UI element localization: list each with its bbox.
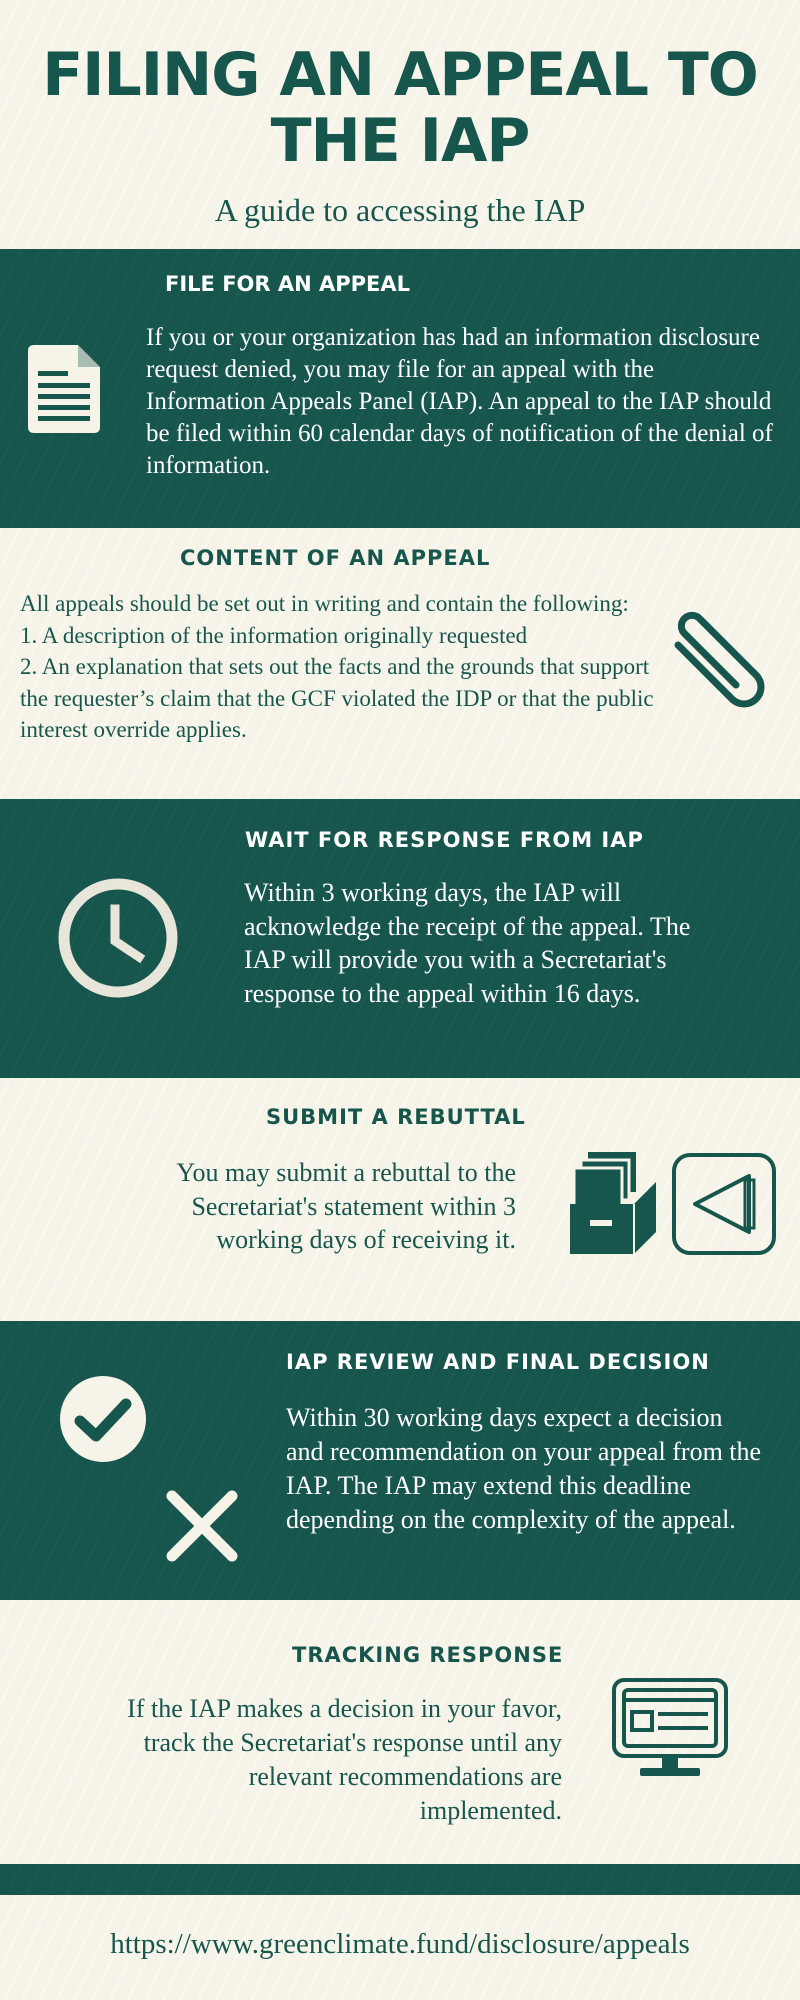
section-content-appeal-heading: CONTENT OF AN APPEAL bbox=[180, 546, 491, 570]
section-wait-response-body: Within 3 working days, the IAP will acknowledge the receipt of the appeal. The IAP will provide you with a Secretariat's response to the appeal within 16 days. bbox=[244, 878, 691, 1008]
document-icon bbox=[28, 345, 100, 433]
paperclip-icon bbox=[660, 605, 780, 715]
section-file-appeal-heading: FILE FOR AN APPEAL bbox=[165, 272, 411, 296]
footer-url[interactable]: https://www.greenclimate.fund/disclosure/appeals bbox=[110, 1928, 690, 1960]
file-cabinet-icon bbox=[568, 1148, 660, 1256]
checkmark-icon bbox=[60, 1376, 146, 1462]
section-tracking-body: If the IAP makes a decision in your favor, track the Secretariat's response until any relevant recommendations are implemented. bbox=[127, 1694, 562, 1825]
monitor-icon bbox=[610, 1676, 730, 1780]
section-content-appeal-body bbox=[20, 588, 670, 746]
content-appeal-intro: All appeals should be set out in writing and contain the following: bbox=[20, 591, 629, 616]
content-appeal-item-1: 1. A description of the information originally requested bbox=[20, 622, 528, 648]
page-title-line-1: FILING AN APPEAL TO bbox=[42, 40, 758, 110]
footer-divider-band bbox=[0, 1864, 800, 1895]
page-title bbox=[40, 42, 760, 174]
section-file-appeal-body: If you or your organization has had an information disclosure request denied, you may file for an appeal with the Information Appeals Panel (IAP). An appeal to the IAP should be filed within 60 calendar days of notification of the denial of information. bbox=[146, 324, 773, 479]
section-final-decision-body: Within 30 working days expect a decision and recommendation on your appeal from the IAP. The IAP may extend this deadline depending on the complexity of the appeal. bbox=[286, 1403, 762, 1534]
clock-icon bbox=[57, 877, 179, 999]
content-appeal-item-2: 2. An explanation that sets out the facts and the grounds that support the requester’s claim that the GCF violated the IDP or that the public interest override applies. bbox=[20, 654, 654, 742]
section-rebuttal-body: You may submit a rebuttal to the Secretariat's statement within 3 working days of receiving it. bbox=[176, 1158, 516, 1254]
section-wait-response-heading: WAIT FOR RESPONSE FROM IAP bbox=[245, 828, 644, 852]
page-subtitle: A guide to accessing the IAP bbox=[214, 192, 586, 228]
cross-icon bbox=[164, 1488, 240, 1564]
section-rebuttal-heading: SUBMIT A REBUTTAL bbox=[266, 1105, 526, 1129]
page-title-line-2: THE IAP bbox=[270, 106, 530, 176]
return-arrow-icon bbox=[671, 1152, 777, 1256]
section-tracking-heading: TRACKING RESPONSE bbox=[292, 1643, 564, 1667]
section-final-decision-heading: IAP REVIEW AND FINAL DECISION bbox=[286, 1350, 710, 1374]
